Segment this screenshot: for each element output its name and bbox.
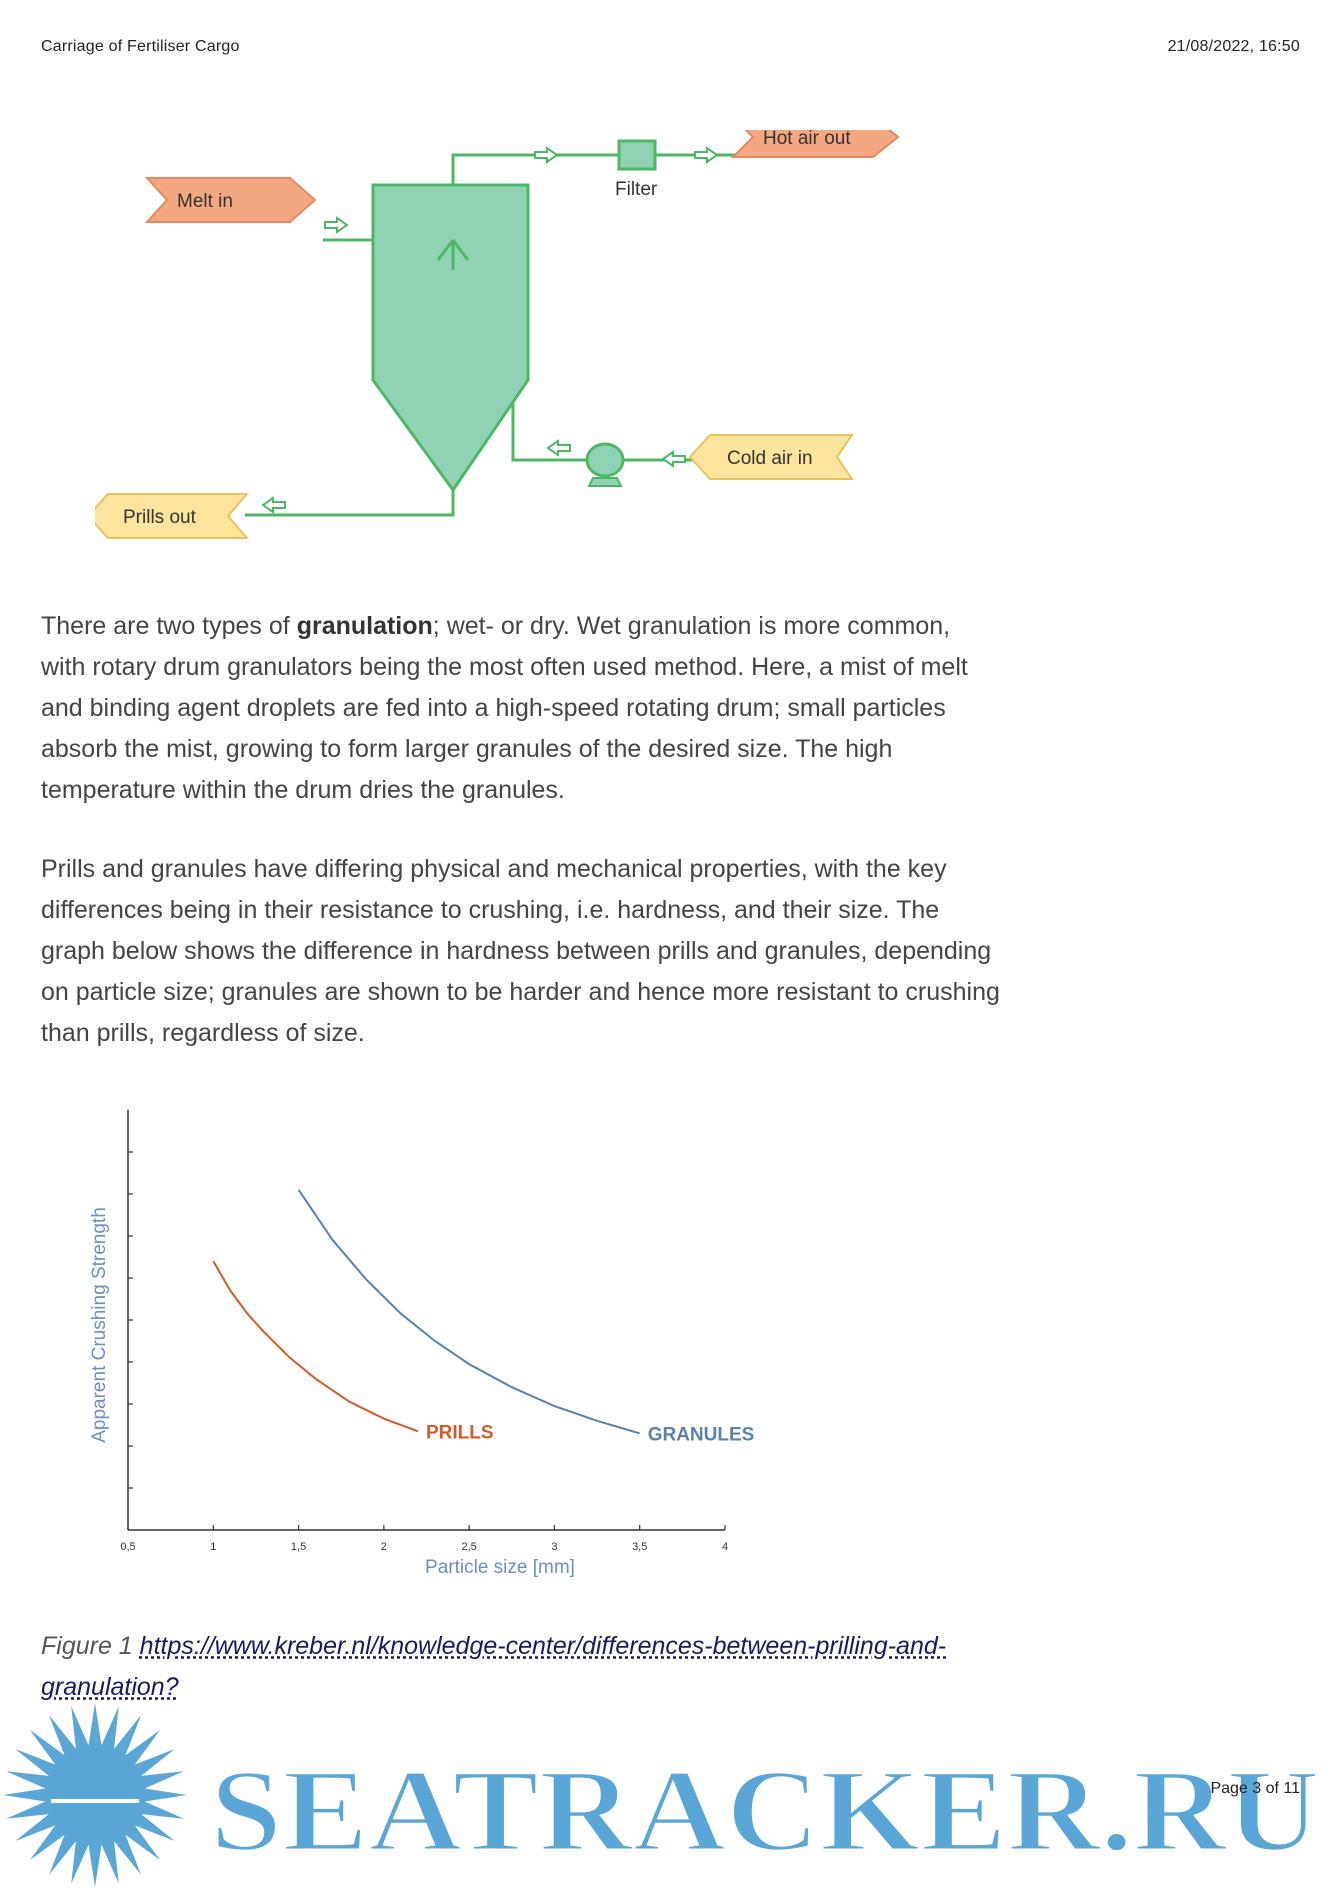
tower-body bbox=[373, 185, 528, 490]
flow-arrow-icon bbox=[695, 148, 717, 162]
flow-arrow-icon bbox=[535, 148, 557, 162]
x-tick-label: 3,5 bbox=[632, 1541, 648, 1553]
watermark bbox=[0, 1700, 1340, 1895]
prills-out-tag bbox=[95, 494, 247, 538]
prills-out-label: Prills out bbox=[123, 507, 196, 528]
cold-air-in-tag bbox=[690, 435, 852, 479]
granules-series-label: GRANULES bbox=[647, 1424, 755, 1446]
page-number: Page 3 of 11 bbox=[1210, 1780, 1300, 1797]
flow-arrow-icon bbox=[548, 441, 570, 455]
prills-vs-granules-paragraph: Prills and granules have differing physical and mechanical properties, with the key differences being in their resistance to crushing, i.e. hardness, and their size. The graph below shows the difference in hardness between prills and granules, depending on particle size; granules are shown to be harder and hence more resistant to crushing than prills, regardless of size. bbox=[41, 855, 1000, 1047]
hot-air-out-label: Hot air out bbox=[763, 130, 851, 149]
prills-line bbox=[213, 1261, 418, 1431]
pump-icon bbox=[587, 444, 623, 486]
x-tick-label: 4 bbox=[721, 1541, 729, 1553]
melt-in-tag bbox=[147, 178, 315, 222]
chart-axes bbox=[128, 1110, 725, 1530]
x-tick-label: 2 bbox=[380, 1541, 387, 1553]
caption-prefix: Figure 1 bbox=[41, 1632, 140, 1660]
document-title: Carriage of Fertiliser Cargo bbox=[41, 38, 240, 55]
x-tick-label: 0,5 bbox=[120, 1541, 136, 1553]
filter-label: Filter bbox=[615, 179, 658, 200]
watermark-text: SEATRACKER.RU bbox=[210, 1745, 1320, 1876]
cold-air-in-label: Cold air in bbox=[727, 448, 813, 469]
filter-box bbox=[619, 141, 655, 169]
flow-arrow-icon bbox=[663, 452, 685, 466]
y-axis-label: Apparent Crushing Strength bbox=[89, 1207, 110, 1443]
hot-air-out-tag bbox=[733, 130, 898, 157]
flow-arrow-icon bbox=[325, 218, 347, 232]
print-datetime: 21/08/2022, 16:50 bbox=[1167, 38, 1300, 55]
sun-logo-icon bbox=[3, 1703, 187, 1887]
para1-intro: There are two types of bbox=[41, 612, 297, 640]
source-link[interactable]: https://www.kreber.nl/knowledge-center/differences-between-prilling-and-granulation? bbox=[41, 1632, 947, 1701]
x-tick-label: 2,5 bbox=[461, 1541, 477, 1553]
x-tick-label: 1,5 bbox=[290, 1541, 307, 1553]
flow-arrow-icon bbox=[263, 498, 285, 512]
para1-body: ; wet- or dry. Wet granulation is more common, with rotary drum granulators being the most often used method. Here, a mist of melt and binding agent droplets are fed into a high-speed rotating drum; small particles absorb the mist, growing to form larger granules of the desired size. The high temperature within the drum dries the granules. bbox=[41, 612, 968, 804]
prilling-tower-diagram bbox=[95, 130, 925, 550]
figure-caption bbox=[41, 1626, 1001, 1708]
crushing-strength-chart bbox=[60, 1100, 940, 1590]
x-axis-label: Particle size [mm] bbox=[425, 1557, 575, 1578]
granulation-paragraph bbox=[41, 606, 1001, 811]
x-tick-label: 3 bbox=[551, 1541, 558, 1553]
melt-in-label: Melt in bbox=[177, 191, 233, 212]
prills-series-label: PRILLS bbox=[425, 1422, 494, 1444]
chart-series bbox=[213, 1190, 754, 1446]
granules-line bbox=[299, 1190, 640, 1434]
chart-ticks bbox=[120, 1152, 728, 1553]
granulation-term: granulation bbox=[296, 612, 433, 640]
x-tick-label: 1 bbox=[210, 1541, 217, 1553]
